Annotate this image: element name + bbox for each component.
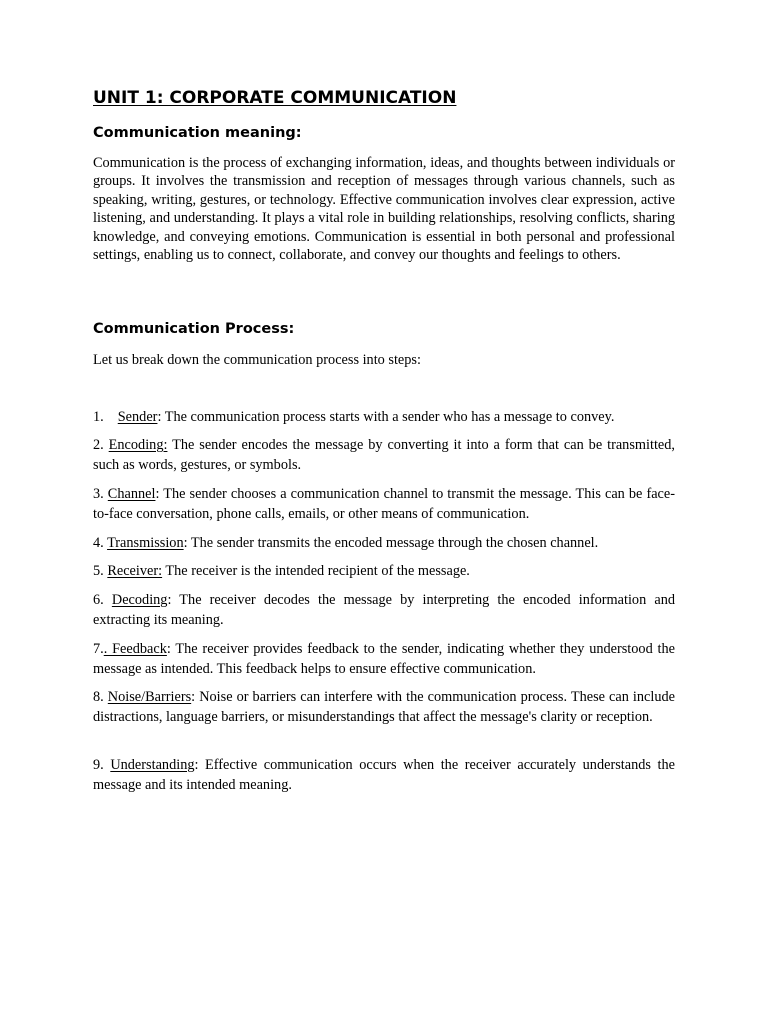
- step-encoding: [93, 436, 675, 475]
- step-understanding: [93, 756, 675, 795]
- step-receiver: [93, 562, 675, 582]
- unit-title: UNIT 1: CORPORATE COMMUNICATION: [93, 88, 457, 108]
- step-number: 4.: [93, 535, 104, 551]
- step-noise-barriers: [93, 688, 675, 727]
- step-number: 5.: [93, 563, 104, 579]
- step-term: Sender: [117, 409, 158, 425]
- step-text: : The sender transmits the encoded message through the chosen channel.: [183, 535, 599, 551]
- step-term: Transmission: [107, 535, 184, 551]
- step-sender: [93, 408, 675, 428]
- step-term: Decoding: [111, 592, 168, 608]
- meaning-paragraph: Communication is the process of exchanging information, ideas, and thoughts between individuals or groups. It involves the transmission and reception of messages through various channels, such as speaking, writing, gestures, or technology. Effective communication involves clear expression, active listening, and understanding. It plays a vital role in building relationships, resolving conflicts, sharing knowledge, and conveying emotions. Communication is essential in both personal and professional settings, enabling us to connect, collaborate, and convey our thoughts and feelings to others.: [93, 155, 675, 264]
- step-number: 8.: [93, 689, 104, 705]
- process-intro: Let us break down the communication process into steps:: [93, 352, 421, 368]
- process-heading: Communication Process:: [93, 321, 295, 337]
- step-text: : The communication process starts with a sender who has a message to convey.: [157, 409, 615, 425]
- step-number: 6.: [93, 592, 104, 608]
- step-term: Receiver:: [107, 563, 163, 579]
- step-term: Channel: [107, 486, 156, 502]
- step-term: . Feedback: [103, 641, 167, 657]
- meaning-heading: Communication meaning:: [93, 125, 302, 141]
- step-number: 1.: [93, 409, 104, 425]
- step-text: : Effective communication occurs when the receiver accurately understands the message and its intended meaning.: [93, 757, 675, 793]
- step-number: 7.: [93, 641, 104, 657]
- step-number: 3.: [93, 486, 104, 502]
- step-channel: [93, 485, 675, 524]
- step-transmission: [93, 534, 675, 554]
- step-text: : The receiver provides feedback to the sender, indicating whether they understood the message as intended. This feedback helps to ensure effective communication.: [93, 641, 675, 677]
- step-text: The sender encodes the message by converting it into a form that can be transmitted, such as words, gestures, or symbols.: [93, 437, 675, 473]
- step-text: : The receiver decodes the message by interpreting the encoded information and extracting its meaning.: [93, 592, 675, 628]
- step-decoding: [93, 591, 675, 630]
- step-text: The receiver is the intended recipient of the message.: [162, 563, 470, 579]
- step-term: Understanding: [110, 757, 195, 773]
- step-text: : Noise or barriers can interfere with the communication process. These can include distractions, language barriers, or misunderstandings that affect the message's clarity or reception.: [93, 689, 676, 725]
- step-number: 9.: [93, 757, 104, 773]
- step-term: Encoding:: [108, 437, 168, 453]
- step-number: 2.: [93, 437, 104, 453]
- step-feedback: [93, 640, 675, 679]
- step-term: Noise/Barriers: [107, 689, 192, 705]
- step-text: : The sender chooses a communication channel to transmit the message. This can be face-to-face conversation, phone calls, emails, or other means of communication.: [93, 486, 676, 522]
